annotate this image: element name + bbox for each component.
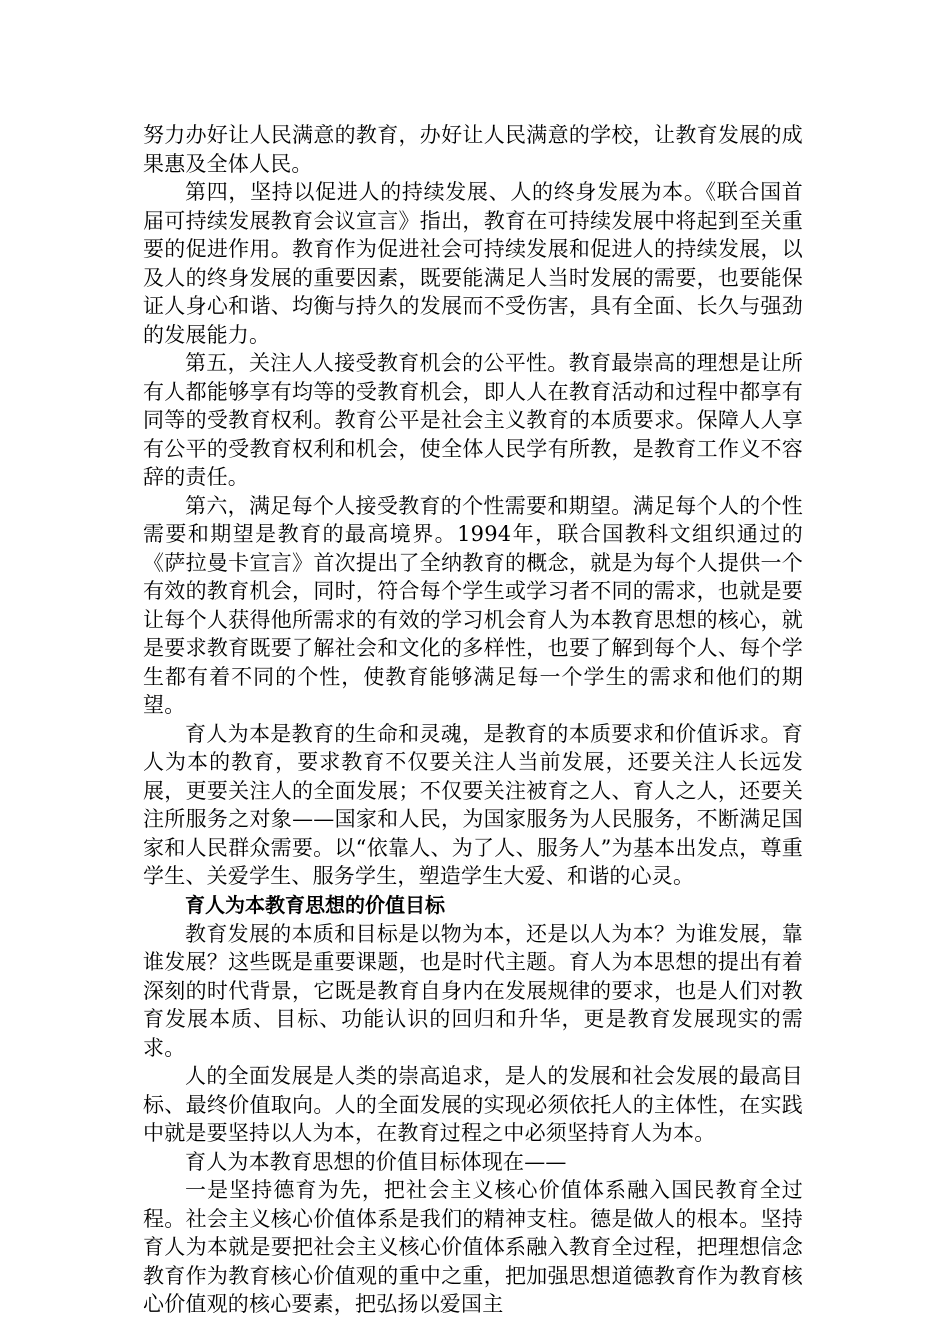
document-page bbox=[143, 121, 803, 1319]
paragraph-fifth-principle: 第五，关注人人接受教育机会的公平性。教育最崇高的理想是让所有人都能够享有均等的受教育机会，即人人在教育活动和过程中都享有同等的受教育权利。教育公平是社会主义教育的本质要求。保障人人享有公平的受教育权利和机会，使全体人民学有所教，是教育工作义不容辞的责任。 bbox=[143, 351, 803, 489]
paragraph-essence: 教育发展的本质和目标是以物为本，还是以人为本？为谁发展，靠谁发展？这些既是重要课题，也是时代主题。育人为本思想的提出有着深刻的时代背景，它既是教育自身内在发展规律的要求，也是人们对教育发展本质、目标、功能认识的回归和升华，更是教育发展现实的需求。 bbox=[143, 921, 803, 1060]
paragraph-summary: 育人为本是教育的生命和灵魂，是教育的本质要求和价值诉求。育人为本的教育，要求教育不仅要关注人当前发展，还要关注人长远发展，更要关注人的全面发展；不仅要关注被育之人、育人之人，还要关注所服务之对象——国家和人民，为国家服务为人民服务，不断满足国家和人民群众需要。以“依靠人、为了人、服务人”为基本出发点，尊重学生、关爱学生、服务学生，塑造学生大爱、和谐的心灵。 bbox=[143, 721, 803, 888]
paragraph-moral-education-first: 一是坚持德育为先，把社会主义核心价值体系融入国民教育全过程。社会主义核心价值体系是我们的精神支柱。德是做人的根本。坚持育人为本就是要把社会主义核心价值体系融入教育全过程，把理想信念教育作为教育核心价值观的重中之重，把加强思想道德教育作为教育核心价值观的核心要素，把弘扬以爱国主 bbox=[143, 1178, 803, 1316]
paragraph-value-goals-intro: 育人为本教育思想的价值目标体现在—— bbox=[185, 1149, 567, 1174]
paragraph-all-round-development: 人的全面发展是人类的崇高追求，是人的发展和社会发展的最高目标、最终价值取向。人的全面发展的实现必须依托人的主体性，在实践中就是要坚持以人为本，在教育过程之中必须坚持育人为本。 bbox=[143, 1064, 803, 1145]
paragraph-fourth-principle: 第四，坚持以促进人的持续发展、人的终身发展为本。《联合国首届可持续发展教育会议宣言》指出，教育在可持续发展中将起到至关重要的促进作用。教育作为促进社会可持续发展和促进人的持续发展，以及人的终身发展的重要因素，既要能满足人当时发展的需要，也要能保证人身心和谐、均衡与持久的发展而不受伤害，具有全面、长久与强劲的发展能力。 bbox=[143, 180, 803, 347]
section-heading: 育人为本教育思想的价值目标 bbox=[185, 892, 445, 917]
paragraph-sixth-principle: 第六，满足每个人接受教育的个性需要和期望。满足每个人的个性需要和期望是教育的最高境界。1994年，联合国教科文组织通过的《萨拉曼卡宣言》首次提出了全纳教育的概念，就是为每个人提供一个有效的教育机会，同时，符合每个学生或学习者不同的需求，也就是要让每个人获得他所需求的有效的学习机会育人为本教育思想的核心，就是要求教育既要了解社会和文化的多样性，也要了解到每个人、每个学生都有着不同的个性，使教育能够满足每一个学生的需求和他们的期望。 bbox=[143, 493, 803, 717]
paragraph-continuation: 努力办好让人民满意的教育，办好让人民满意的学校，让教育发展的成果惠及全体人民。 bbox=[143, 123, 803, 176]
